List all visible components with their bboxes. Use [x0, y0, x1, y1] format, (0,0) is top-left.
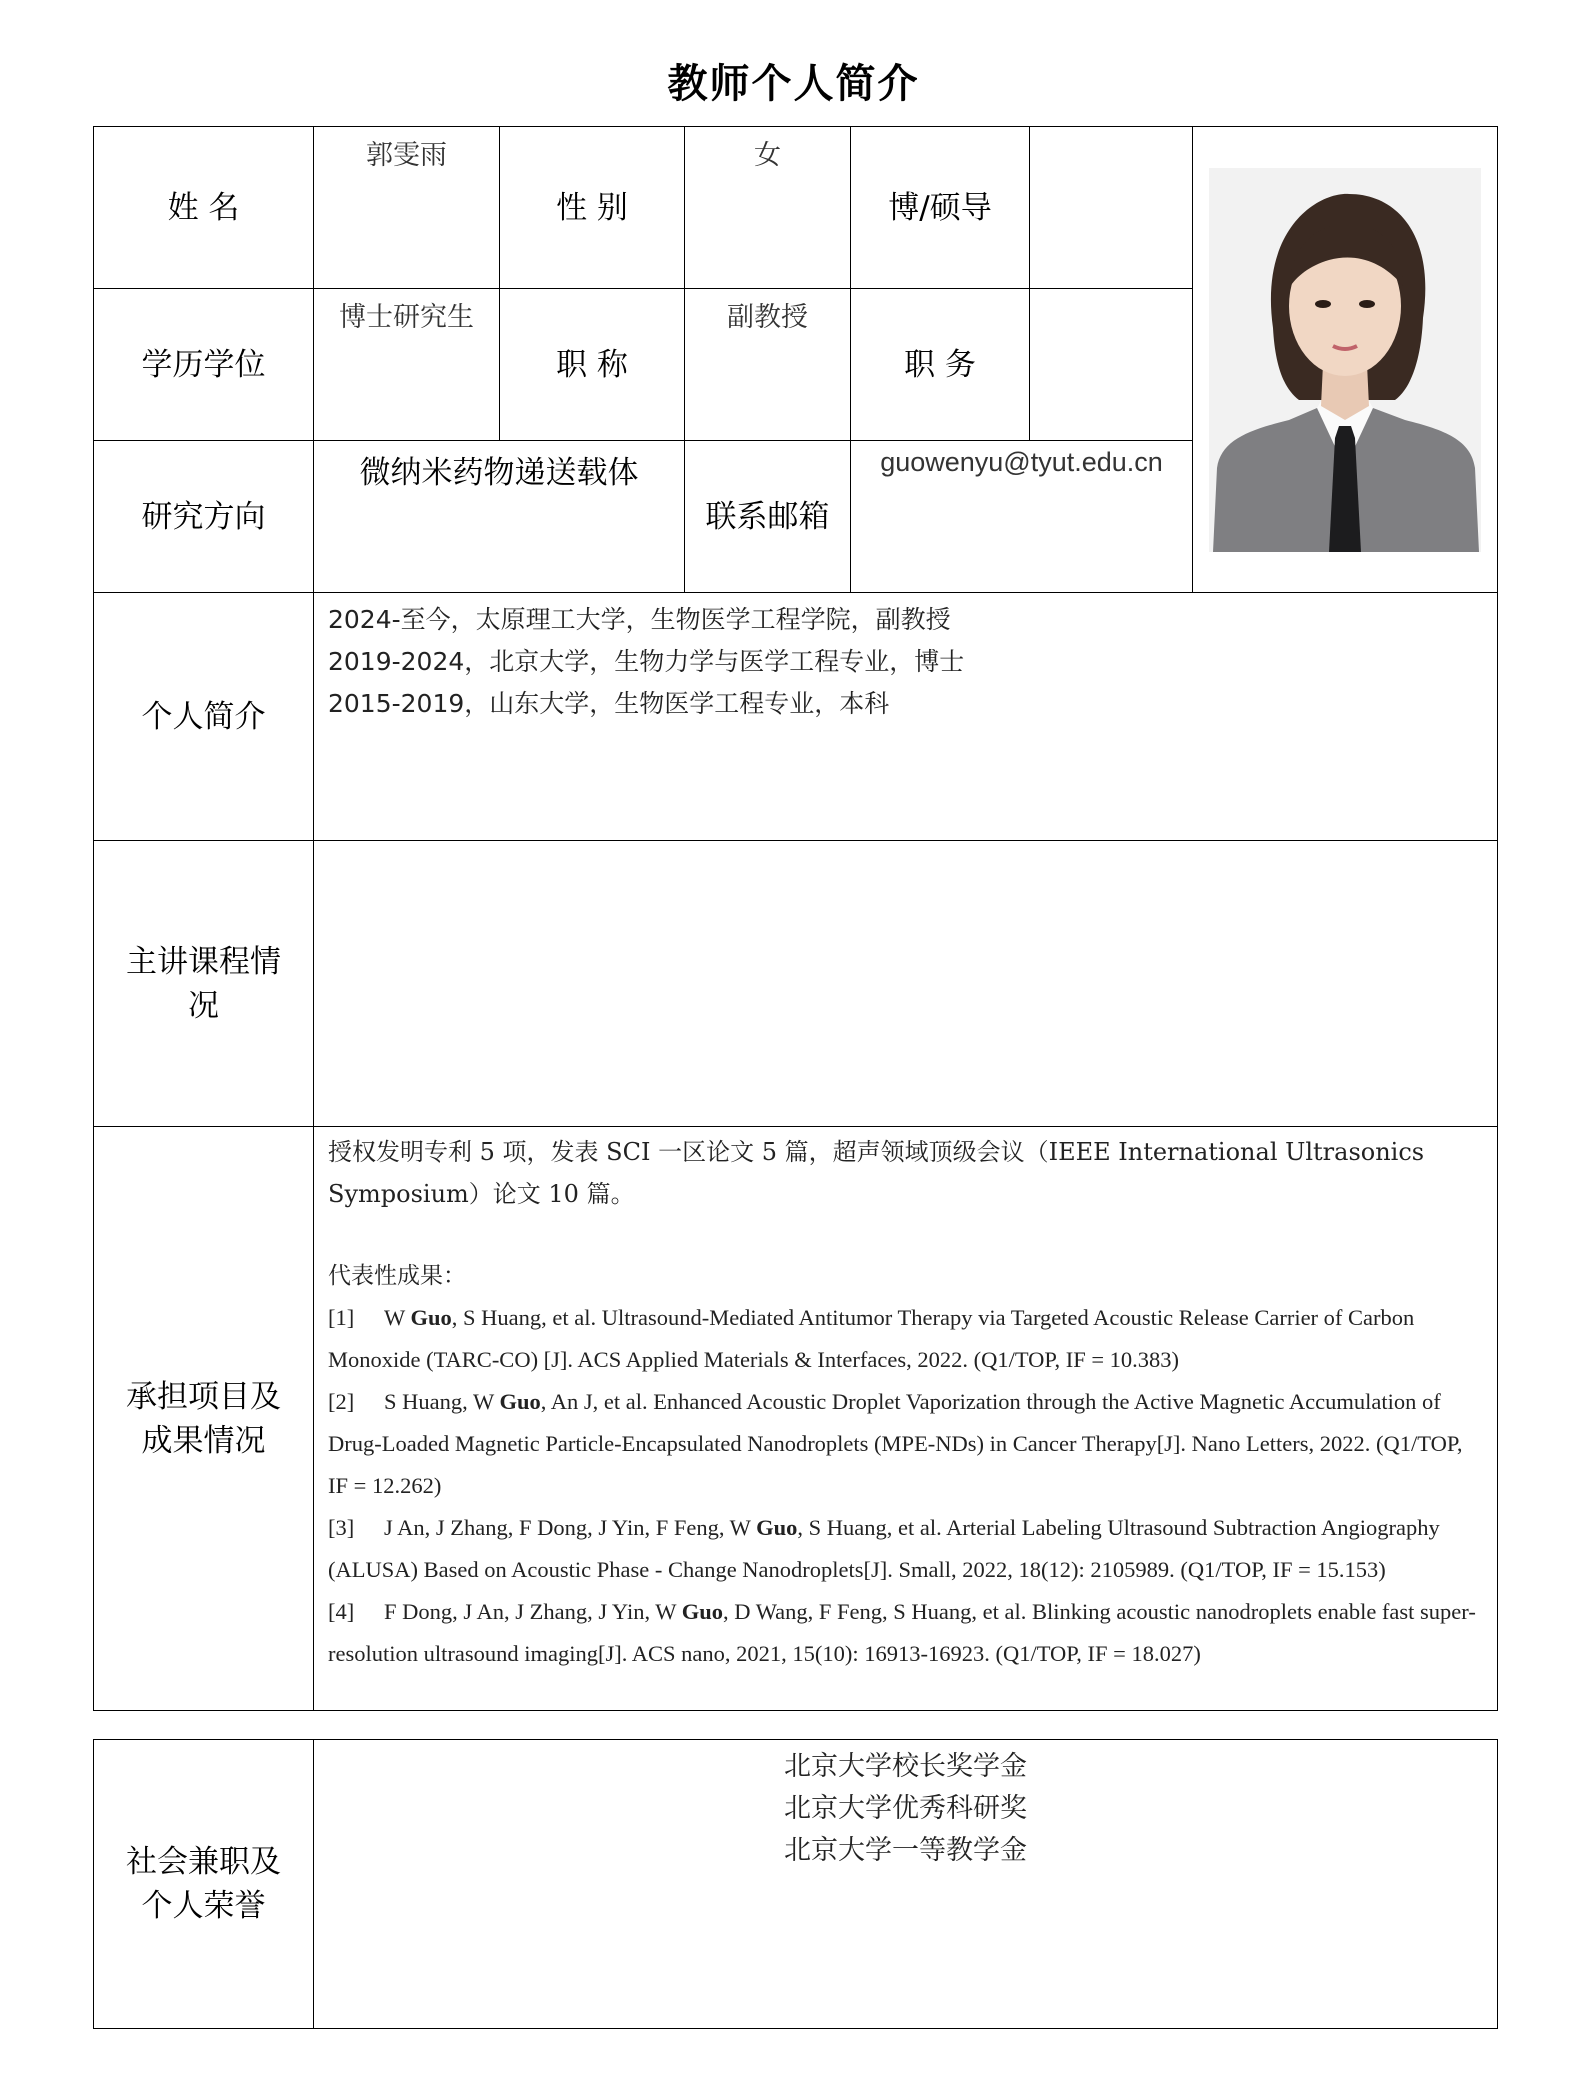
reference-authors: W	[384, 1305, 411, 1330]
portrait-photo	[1209, 168, 1481, 552]
reference-details: , S Huang, et al. Ultrasound-Mediated Antitumor Therapy via Targeted Acoustic Release Carrier of Carbon Monoxide (TARC-CO) [J]. ACS Applied Materials & Interfaces, 2022. (Q1/TOP, IF = 10.383)	[328, 1305, 1415, 1372]
achievements-label: 承担项目及 成果情况	[94, 1127, 314, 1711]
email-label: 联系邮箱	[685, 441, 851, 593]
supervisor-value	[1030, 127, 1193, 289]
reference-authors: S Huang, W	[384, 1389, 500, 1414]
right-eye	[1359, 300, 1375, 308]
rank-value: 副教授	[685, 289, 851, 441]
reference-author-highlight: Guo	[756, 1515, 798, 1540]
research-label: 研究方向	[94, 441, 314, 593]
reference-number: [3]	[328, 1515, 355, 1540]
representative-label: 代表性成果：	[328, 1263, 466, 1289]
gender-value: 女	[685, 127, 851, 289]
reference-item	[328, 1507, 1483, 1591]
reference-details: , D Wang, F Feng, S Huang, et al. Blinking acoustic nanodroplets enable fast super-resolution ultrasound imaging[J]. ACS nano, 2021, 15(10): 16913-16923. (Q1/TOP, IF = 18.027)	[328, 1599, 1476, 1666]
position-value	[1030, 289, 1193, 441]
honor-item: 北京大学一等教学金	[784, 1835, 1027, 1866]
left-eye	[1315, 300, 1331, 308]
honor-item: 北京大学校长奖学金	[784, 1751, 1027, 1782]
bio-content	[314, 593, 1498, 841]
rank-label: 职 称	[500, 289, 685, 441]
reference-number: [4]	[328, 1599, 355, 1624]
bio-line: 2019-2024，北京大学，生物力学与医学工程专业，博士	[328, 647, 965, 676]
honors-table	[93, 1739, 1498, 2029]
honors-label: 社会兼职及 个人荣誉	[94, 1740, 314, 2029]
achievements-summary: 授权发明专利 5 项，发表 SCI 一区论文 5 篇，超声领域顶级会议（IEEE International Ultrasonics Symposium）论文 10 篇。	[328, 1138, 1425, 1208]
profile-table	[93, 126, 1498, 1711]
position-label: 职 务	[851, 289, 1030, 441]
degree-label: 学历学位	[94, 289, 314, 441]
reference-details: , S Huang, et al. Arterial Labeling Ultrasound Subtraction Angiography (ALUSA) Based on Acoustic Phase - Change Nanodroplets[J]. Small, 2022, 18(12): 2105989. (Q1/TOP, IF = 15.153)	[328, 1515, 1440, 1582]
reference-item	[328, 1297, 1483, 1381]
email-value: guowenyu@tyut.edu.cn	[851, 441, 1193, 593]
honors-content	[314, 1740, 1498, 2029]
photo-cell	[1193, 127, 1498, 593]
bio-line: 2024-至今，太原理工大学，生物医学工程学院，副教授	[328, 605, 951, 634]
name-value: 郭雯雨	[314, 127, 500, 289]
reference-authors: J An, J Zhang, F Dong, J Yin, F Feng, W	[384, 1515, 757, 1540]
gender-label: 性 别	[500, 127, 685, 289]
honor-item: 北京大学优秀科研奖	[784, 1793, 1027, 1824]
reference-item	[328, 1381, 1483, 1507]
name-label: 姓 名	[94, 127, 314, 289]
bio-line: 2015-2019，山东大学，生物医学工程专业，本科	[328, 689, 890, 718]
reference-details: , An J, et al. Enhanced Acoustic Droplet Vaporization through the Active Magnetic Accumulation of Drug-Loaded Magnetic Particle-Encapsulated Nanodroplets (MPE-NDs) in Cancer Therapy[J]. Nano Letters, 2022. (Q1/TOP, IF = 12.262)	[328, 1389, 1463, 1498]
supervisor-label: 博/硕导	[851, 127, 1030, 289]
reference-number: [2]	[328, 1389, 355, 1414]
reference-authors: F Dong, J An, J Zhang, J Yin, W	[384, 1599, 682, 1624]
degree-value: 博士研究生	[314, 289, 500, 441]
reference-number: [1]	[328, 1305, 355, 1330]
reference-item	[328, 1591, 1483, 1675]
bio-label: 个人简介	[94, 593, 314, 841]
reference-author-highlight: Guo	[681, 1599, 724, 1624]
courses-content	[314, 841, 1498, 1127]
reference-author-highlight: Guo	[499, 1389, 541, 1414]
reference-author-highlight: Guo	[410, 1305, 452, 1330]
research-value: 微纳米药物递送载体	[314, 441, 685, 593]
page-title: 教师个人简介	[667, 61, 920, 107]
courses-label: 主讲课程情 况	[94, 841, 314, 1127]
achievements-content	[314, 1127, 1498, 1711]
